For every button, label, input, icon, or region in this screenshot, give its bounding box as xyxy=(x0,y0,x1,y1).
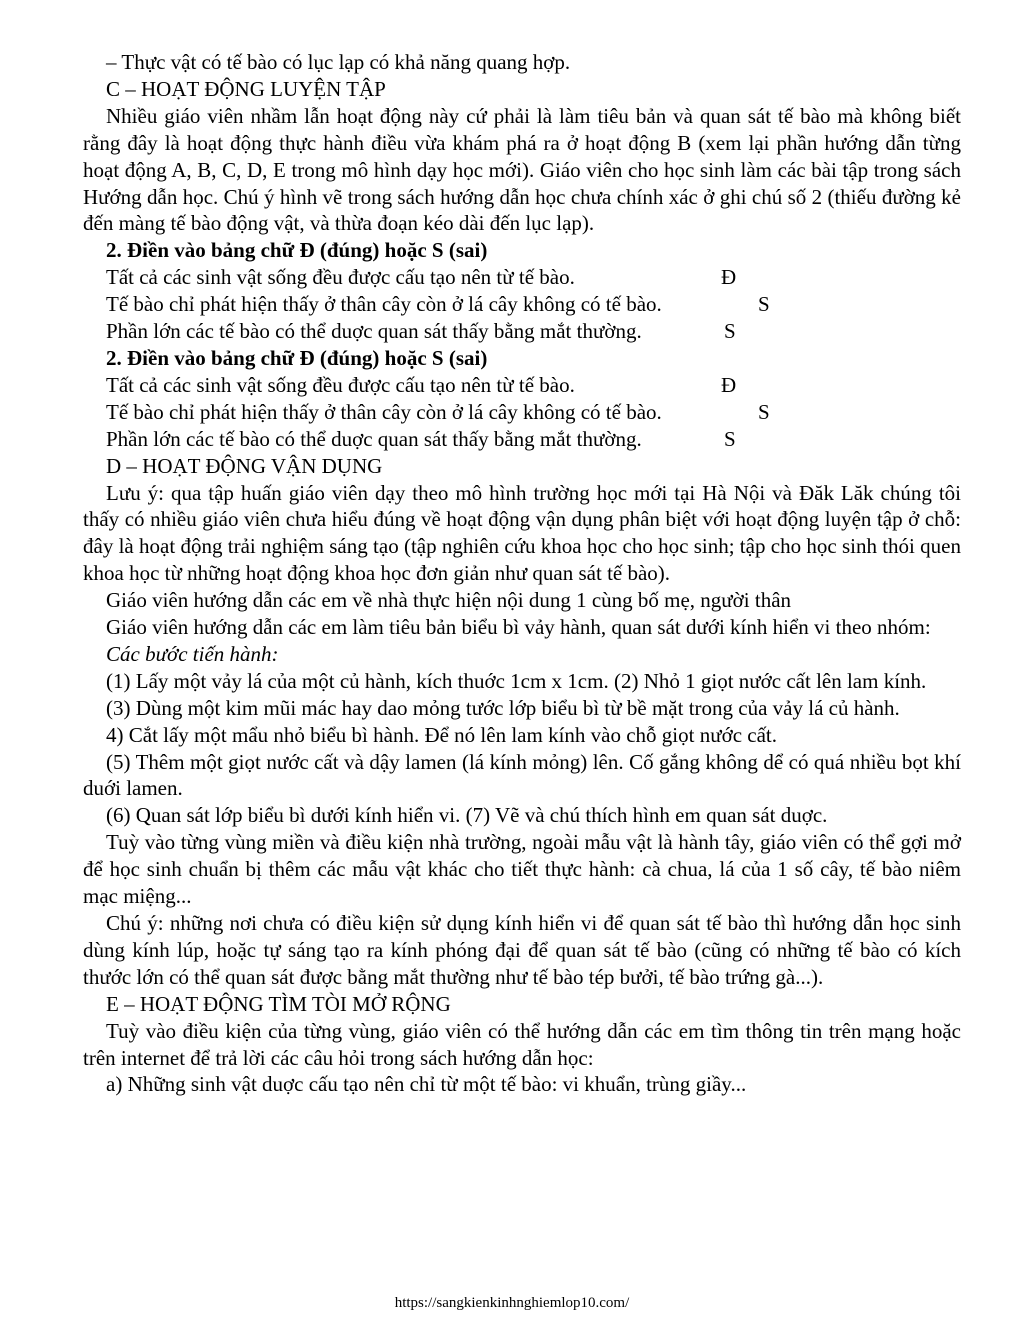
tf-statement: Tế bào chỉ phát hiện thấy ở thân cây còn ở lá cây không có tế bào. xyxy=(106,292,662,317)
heading-e: E – HOẠT ĐỘNG TÌM TÒI MỞ RỘNG xyxy=(106,991,451,1016)
tf-statement: Tất cả các sinh vật sống đều được cấu tạo nên từ tế bào. xyxy=(106,372,575,397)
true-false-row xyxy=(83,426,961,453)
paragraph-d-note: Lưu ý: qua tập huấn giáo viên dạy theo mô hình trường học mới tại Hà Nội và Đăk Lăk chúng tôi thấy có nhiều giáo viên chưa hiểu đúng về hoạt động vận dụng phân biệt với hoạt động luyện tập ở chỗ: đây là hoạt động trải nghiệm sáng tạo (tập nghiên cứu khoa học cho học sinh; tập cho học sinh thói quen khoa học từ những hoạt động khoa học đơn giản như quan sát tế bào). xyxy=(83,480,961,586)
true-false-row xyxy=(83,291,961,318)
true-false-row xyxy=(83,399,961,426)
heading-d: D – HOẠT ĐỘNG VẬN DỤNG xyxy=(106,453,383,478)
tf-answer: Đ xyxy=(721,372,737,397)
exercise-block xyxy=(83,345,961,453)
tf-answer: S xyxy=(724,319,736,344)
tf-statement: Phần lớn các tế bào có thể duợc quan sát thấy bằng mắt thường. xyxy=(106,426,642,451)
steps-title: Các bước tiến hành: xyxy=(106,641,279,666)
step-item: (1) Lấy một vảy lá của một củ hành, kích thuớc 1cm x 1cm. (2) Nhỏ 1 giọt nước cất lên lam kính. xyxy=(106,668,927,693)
tf-answer: S xyxy=(758,292,770,317)
tf-answer: Đ xyxy=(721,265,737,290)
paragraph-d-caution: Chú ý: những nơi chưa có điều kiện sử dụng kính hiển vi để quan sát tế bào thì hướng dẫn học sinh dùng kính lúp, hoặc tự sáng tạo ra kính phóng đại để quan sát tế bào (cũng có những tế bào có kích thước lớn có thể quan sát được bằng mắt thường như tế bào tép bưởi, tế bào trứng gà...). xyxy=(83,911,961,989)
paragraph-e-a: a) Những sinh vật duợc cấu tạo nên chỉ từ một tế bào: vi khuẩn, trùng giầy... xyxy=(106,1072,747,1097)
footer-url: https://sangkienkinhnghiemlop10.com/ xyxy=(394,1295,630,1311)
exercise-title: 2. Điền vào bảng chữ Đ (đúng) hoặc S (sai) xyxy=(106,238,488,263)
paragraph-d-group: Giáo viên hướng dẫn các em làm tiêu bản biểu bì vảy hành, quan sát dưới kính hiển vi theo nhóm: xyxy=(106,615,931,640)
step-item: (3) Dùng một kim mũi mác hay dao mỏng tước lớp biểu bì từ bề mặt trong của vảy lá củ hành. xyxy=(106,695,900,720)
exercise-title: 2. Điền vào bảng chữ Đ (đúng) hoặc S (sai) xyxy=(106,345,488,370)
tf-answer: S xyxy=(724,426,736,451)
tf-statement: Tế bào chỉ phát hiện thấy ở thân cây còn ở lá cây không có tế bào. xyxy=(106,399,662,424)
true-false-row xyxy=(83,372,961,399)
plants-line: – Thực vật có tế bào có lục lạp có khả năng quang hợp. xyxy=(106,50,571,74)
page-content xyxy=(83,49,961,1098)
tf-statement: Tất cả các sinh vật sống đều được cấu tạo nên từ tế bào. xyxy=(106,265,575,290)
paragraph-d-home: Giáo viên hướng dẫn các em về nhà thực hiện nội dung 1 cùng bố mẹ, người thân xyxy=(106,588,792,613)
paragraph-c: Nhiều giáo viên nhầm lẫn hoạt động này cứ phải là làm tiêu bản và quan sát tế bào mà không biết rằng đây là hoạt động thực hành điều vừa khám phá ra ở hoạt động B (xem lại phần hướng dẫn từng hoạt động A, B, C, D, E trong mô hình dạy học mới). Giáo viên cho học sinh làm các bài tập trong sách Hướng dẫn học. Chú ý hình vẽ trong sách hướng dẫn học chưa chính xác ở ghi chú số 2 (thiếu đường kẻ đến màng tế bào động vật, và thừa đoạn kéo dài đến lục lạp). xyxy=(83,103,961,236)
true-false-row xyxy=(83,264,961,291)
tf-answer: S xyxy=(758,399,770,424)
paragraph-e: Tuỳ vào điều kiện của từng vùng, giáo viên có thể hướng dẫn các em tìm thông tin trên mạng hoặc trên internet để trả lời các câu hỏi trong sách hướng dẫn học: xyxy=(83,1018,961,1070)
step-item: (6) Quan sát lớp biểu bì dưới kính hiển vi. (7) Vẽ và chú thích hình em quan sát duợc. xyxy=(106,803,828,828)
paragraph-d-samples: Tuỳ vào từng vùng miền và điều kiện nhà trường, ngoài mẫu vật là hành tây, giáo viên có thể gợi mở để học sinh chuẩn bị thêm các mẫu vật khác cho tiết thực hành: cà chua, lá của 1 số cây, tế bào niêm mạc miệng... xyxy=(83,830,961,909)
exercise-block xyxy=(83,237,961,345)
true-false-row xyxy=(83,318,961,345)
heading-c: C – HOẠT ĐỘNG LUYỆN TẬP xyxy=(106,76,386,101)
tf-statement: Phần lớn các tế bào có thể duợc quan sát thấy bằng mắt thường. xyxy=(106,319,642,344)
step-item: 4) Cắt lấy một mẩu nhỏ biểu bì hành. Để nó lên lam kính vào chỗ giọt nước cất. xyxy=(106,722,778,747)
step-item: (5) Thêm một giọt nước cất và dậy lamen (lá kính mỏng) lên. Cố gắng không dể có quá nhiều bọt khí duới lamen. xyxy=(83,749,961,801)
